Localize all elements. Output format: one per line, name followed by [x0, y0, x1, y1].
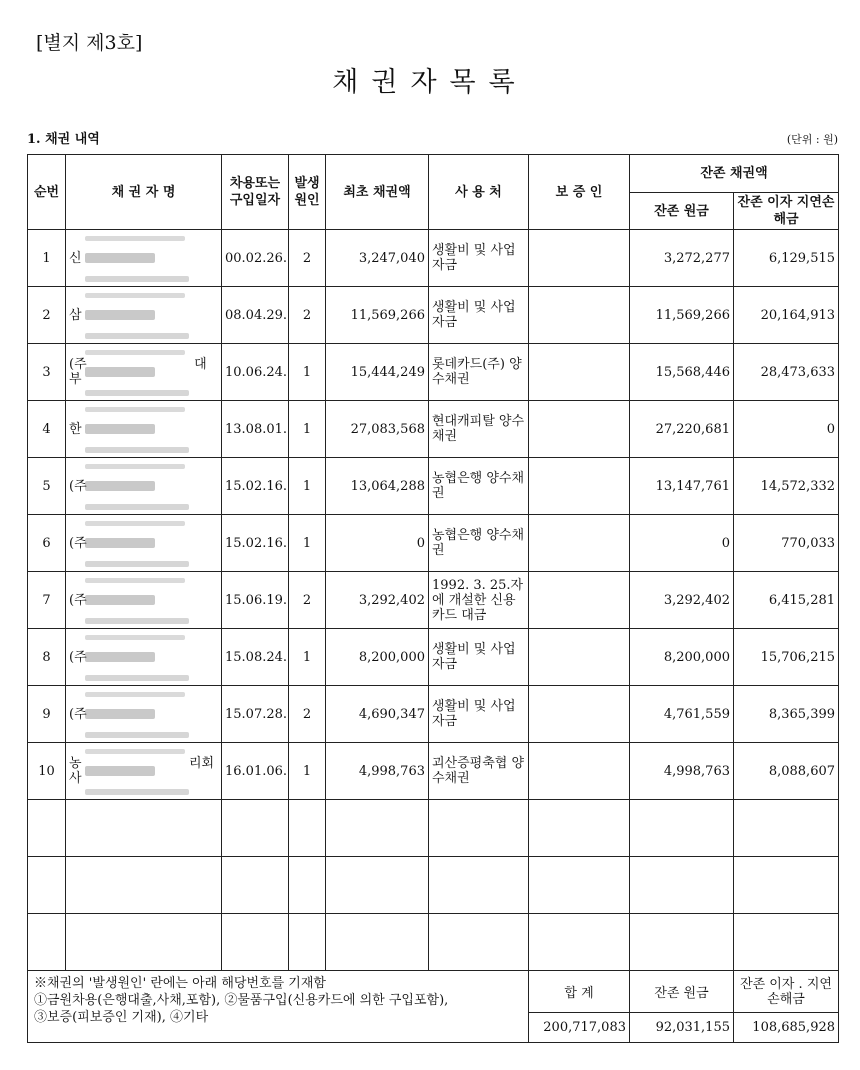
empty-row	[28, 857, 839, 914]
empty-cell	[529, 800, 630, 857]
cell-initial-amount: 3,292,402	[326, 572, 429, 629]
table-row	[28, 401, 839, 458]
redaction-mark	[85, 390, 189, 396]
cell-creditor-name	[66, 515, 222, 572]
header-initial: 최초 채권액	[326, 155, 429, 230]
header-remain: 잔존 채권액	[630, 155, 839, 193]
cell-cause: 1	[289, 629, 326, 686]
creditor-name-text: (주	[69, 592, 87, 608]
cell-cause: 2	[289, 230, 326, 287]
cell-creditor-name	[66, 344, 222, 401]
empty-cell	[28, 914, 66, 971]
empty-row	[28, 800, 839, 857]
redaction-mark	[85, 276, 189, 282]
redaction-mark	[85, 538, 155, 548]
cell-interest: 0	[734, 401, 839, 458]
cell-principal: 27,220,681	[630, 401, 734, 458]
cell-date: 13.08.01.	[222, 401, 289, 458]
cell-interest: 6,129,515	[734, 230, 839, 287]
cell-guarantor	[529, 515, 630, 572]
empty-cell	[66, 857, 222, 914]
cell-guarantor	[529, 344, 630, 401]
redaction-mark	[85, 709, 155, 719]
cell-principal: 3,292,402	[630, 572, 734, 629]
cell-initial-amount: 4,690,347	[326, 686, 429, 743]
redaction-mark	[85, 310, 155, 320]
cell-use: 농협은행 양수채권	[429, 458, 529, 515]
redaction-mark	[85, 253, 155, 263]
redaction-mark	[85, 578, 185, 583]
cell-no: 5	[28, 458, 66, 515]
cell-use: 생활비 및 사업자금	[429, 287, 529, 344]
empty-cell	[222, 800, 289, 857]
cell-no: 7	[28, 572, 66, 629]
cell-no: 8	[28, 629, 66, 686]
cell-use: 생활비 및 사업자금	[429, 629, 529, 686]
cell-principal: 13,147,761	[630, 458, 734, 515]
table-row	[28, 287, 839, 344]
header-no: 순번	[28, 155, 66, 230]
cell-use: 롯데카드(주) 양수채권	[429, 344, 529, 401]
cell-cause: 1	[289, 743, 326, 800]
cell-guarantor	[529, 401, 630, 458]
creditor-name-text: 신	[69, 250, 82, 266]
redaction-mark	[85, 749, 185, 754]
cell-interest: 15,706,215	[734, 629, 839, 686]
creditor-name-text: (주	[69, 706, 87, 722]
cell-no: 9	[28, 686, 66, 743]
empty-cell	[630, 800, 734, 857]
creditor-name-text: (주	[69, 649, 87, 665]
cell-no: 4	[28, 401, 66, 458]
table-row	[28, 230, 839, 287]
cell-cause: 2	[289, 686, 326, 743]
footer-principal-value: 92,031,155	[630, 1013, 734, 1043]
cell-interest: 6,415,281	[734, 572, 839, 629]
cell-creditor-name	[66, 230, 222, 287]
cell-guarantor	[529, 572, 630, 629]
header-use: 사 용 처	[429, 155, 529, 230]
empty-cell	[222, 857, 289, 914]
redaction-mark	[85, 521, 185, 526]
cell-guarantor	[529, 629, 630, 686]
creditor-name-text: (주 대부	[69, 357, 207, 387]
cell-interest: 8,365,399	[734, 686, 839, 743]
empty-cell	[28, 800, 66, 857]
cell-creditor-name	[66, 686, 222, 743]
redaction-mark	[85, 481, 155, 491]
cell-date: 15.02.16.	[222, 515, 289, 572]
cell-no: 6	[28, 515, 66, 572]
header-creditor: 채 권 자 명	[66, 155, 222, 230]
footer-note-line-3: ③보증(피보증인 기재), ④기타	[34, 1010, 209, 1025]
empty-cell	[429, 857, 529, 914]
cell-creditor-name	[66, 629, 222, 686]
redaction-mark	[85, 618, 189, 624]
empty-cell	[222, 914, 289, 971]
redaction-mark	[85, 635, 185, 640]
cell-no: 1	[28, 230, 66, 287]
footer-note-line-2: ①금원차용(은행대출,사채,포함), ②물품구입(신용카드에 의한 구입포함),	[34, 993, 449, 1008]
cell-interest: 14,572,332	[734, 458, 839, 515]
empty-cell	[66, 914, 222, 971]
redaction-mark	[85, 464, 185, 469]
cell-creditor-name	[66, 458, 222, 515]
redaction-mark	[85, 692, 185, 697]
empty-cell	[66, 800, 222, 857]
cell-principal: 0	[630, 515, 734, 572]
cell-creditor-name	[66, 401, 222, 458]
header-guarantor: 보 증 인	[529, 155, 630, 230]
cell-initial-amount: 4,998,763	[326, 743, 429, 800]
empty-cell	[529, 914, 630, 971]
cell-principal: 3,272,277	[630, 230, 734, 287]
empty-cell	[28, 857, 66, 914]
cell-date: 10.06.24.	[222, 344, 289, 401]
empty-cell	[289, 800, 326, 857]
cell-initial-amount: 3,247,040	[326, 230, 429, 287]
cell-creditor-name	[66, 287, 222, 344]
document-title: 채권자목록	[332, 67, 528, 98]
table-row	[28, 458, 839, 515]
empty-row	[28, 914, 839, 971]
footer-total-value: 200,717,083	[529, 1013, 630, 1043]
cell-creditor-name	[66, 572, 222, 629]
cell-initial-amount: 11,569,266	[326, 287, 429, 344]
cell-use: 1992. 3. 25.자에 개설한 신용카드 대금	[429, 572, 529, 629]
cell-no: 10	[28, 743, 66, 800]
redaction-mark	[85, 789, 189, 795]
creditor-name-text: 한	[69, 421, 82, 437]
table-row	[28, 515, 839, 572]
footer-note	[28, 971, 529, 1043]
cell-date: 15.07.28.	[222, 686, 289, 743]
empty-cell	[289, 914, 326, 971]
cell-use: 생활비 및 사업자금	[429, 686, 529, 743]
cell-use: 현대캐피탈 양수채권	[429, 401, 529, 458]
cell-initial-amount: 15,444,249	[326, 344, 429, 401]
cell-creditor-name	[66, 743, 222, 800]
cell-interest: 20,164,913	[734, 287, 839, 344]
cell-date: 15.06.19.	[222, 572, 289, 629]
cell-date: 15.02.16.	[222, 458, 289, 515]
cell-principal: 8,200,000	[630, 629, 734, 686]
redaction-mark	[85, 424, 155, 434]
cell-use: 괴산증평축협 양수채권	[429, 743, 529, 800]
cell-cause: 1	[289, 458, 326, 515]
redaction-mark	[85, 732, 189, 738]
empty-cell	[630, 857, 734, 914]
cell-cause: 1	[289, 344, 326, 401]
footer-interest-value: 108,685,928	[734, 1013, 839, 1043]
cell-initial-amount: 8,200,000	[326, 629, 429, 686]
footer-interest-label: 잔존 이자 . 지연손해금	[734, 971, 839, 1013]
cell-use: 농협은행 양수채권	[429, 515, 529, 572]
table-row	[28, 629, 839, 686]
cell-guarantor	[529, 458, 630, 515]
cell-no: 3	[28, 344, 66, 401]
table-row	[28, 344, 839, 401]
empty-cell	[734, 857, 839, 914]
footer-note-line-1: ※채권의 '발생원인' 란에는 아래 해당번호를 기재함	[34, 976, 326, 991]
empty-cell	[429, 800, 529, 857]
creditor-name-text: (주	[69, 535, 87, 551]
cell-principal: 4,998,763	[630, 743, 734, 800]
cell-date: 00.02.26.	[222, 230, 289, 287]
redaction-mark	[85, 561, 189, 567]
creditor-table	[27, 154, 839, 1043]
cell-no: 2	[28, 287, 66, 344]
creditor-name-text: 삼	[69, 307, 82, 323]
table-row	[28, 572, 839, 629]
cell-principal: 11,569,266	[630, 287, 734, 344]
unit-label: (단위 : 원)	[786, 133, 838, 146]
cell-principal: 15,568,446	[630, 344, 734, 401]
header-cause: 발생 원인	[289, 155, 326, 230]
empty-cell	[289, 857, 326, 914]
redaction-mark	[85, 595, 155, 605]
cell-principal: 4,761,559	[630, 686, 734, 743]
empty-cell	[734, 800, 839, 857]
cell-interest: 8,088,607	[734, 743, 839, 800]
redaction-mark	[85, 504, 189, 510]
cell-guarantor	[529, 743, 630, 800]
empty-cell	[630, 914, 734, 971]
table-row	[28, 743, 839, 800]
creditor-name-text: 농 리회사	[69, 756, 215, 786]
cell-cause: 2	[289, 287, 326, 344]
redaction-mark	[85, 652, 155, 662]
cell-date: 08.04.29.	[222, 287, 289, 344]
footer-principal-label: 잔존 원금	[630, 971, 734, 1013]
cell-use: 생활비 및 사업자금	[429, 230, 529, 287]
redaction-mark	[85, 407, 185, 412]
form-number: [별지 제3호]	[36, 32, 143, 54]
section-title: 1. 채권 내역	[27, 132, 100, 147]
empty-cell	[429, 914, 529, 971]
empty-cell	[529, 857, 630, 914]
cell-initial-amount: 27,083,568	[326, 401, 429, 458]
cell-date: 16.01.06.	[222, 743, 289, 800]
header-principal: 잔존 원금	[630, 193, 734, 230]
redaction-mark	[85, 350, 185, 355]
cell-initial-amount: 13,064,288	[326, 458, 429, 515]
redaction-mark	[85, 293, 185, 298]
empty-cell	[326, 800, 429, 857]
cell-interest: 28,473,633	[734, 344, 839, 401]
cell-cause: 1	[289, 515, 326, 572]
cell-initial-amount: 0	[326, 515, 429, 572]
cell-guarantor	[529, 230, 630, 287]
cell-guarantor	[529, 287, 630, 344]
cell-cause: 1	[289, 401, 326, 458]
header-date: 차용또는 구입일자	[222, 155, 289, 230]
redaction-mark	[85, 447, 189, 453]
redaction-mark	[85, 333, 189, 339]
cell-date: 15.08.24.	[222, 629, 289, 686]
redaction-mark	[85, 675, 189, 681]
creditor-name-text: (주	[69, 478, 87, 494]
cell-interest: 770,033	[734, 515, 839, 572]
table-row	[28, 686, 839, 743]
cell-cause: 2	[289, 572, 326, 629]
empty-cell	[326, 914, 429, 971]
empty-cell	[734, 914, 839, 971]
cell-guarantor	[529, 686, 630, 743]
footer-total-label: 합 계	[529, 971, 630, 1013]
header-interest: 잔존 이자 지연손해금	[734, 193, 839, 230]
empty-cell	[326, 857, 429, 914]
redaction-mark	[85, 236, 185, 241]
